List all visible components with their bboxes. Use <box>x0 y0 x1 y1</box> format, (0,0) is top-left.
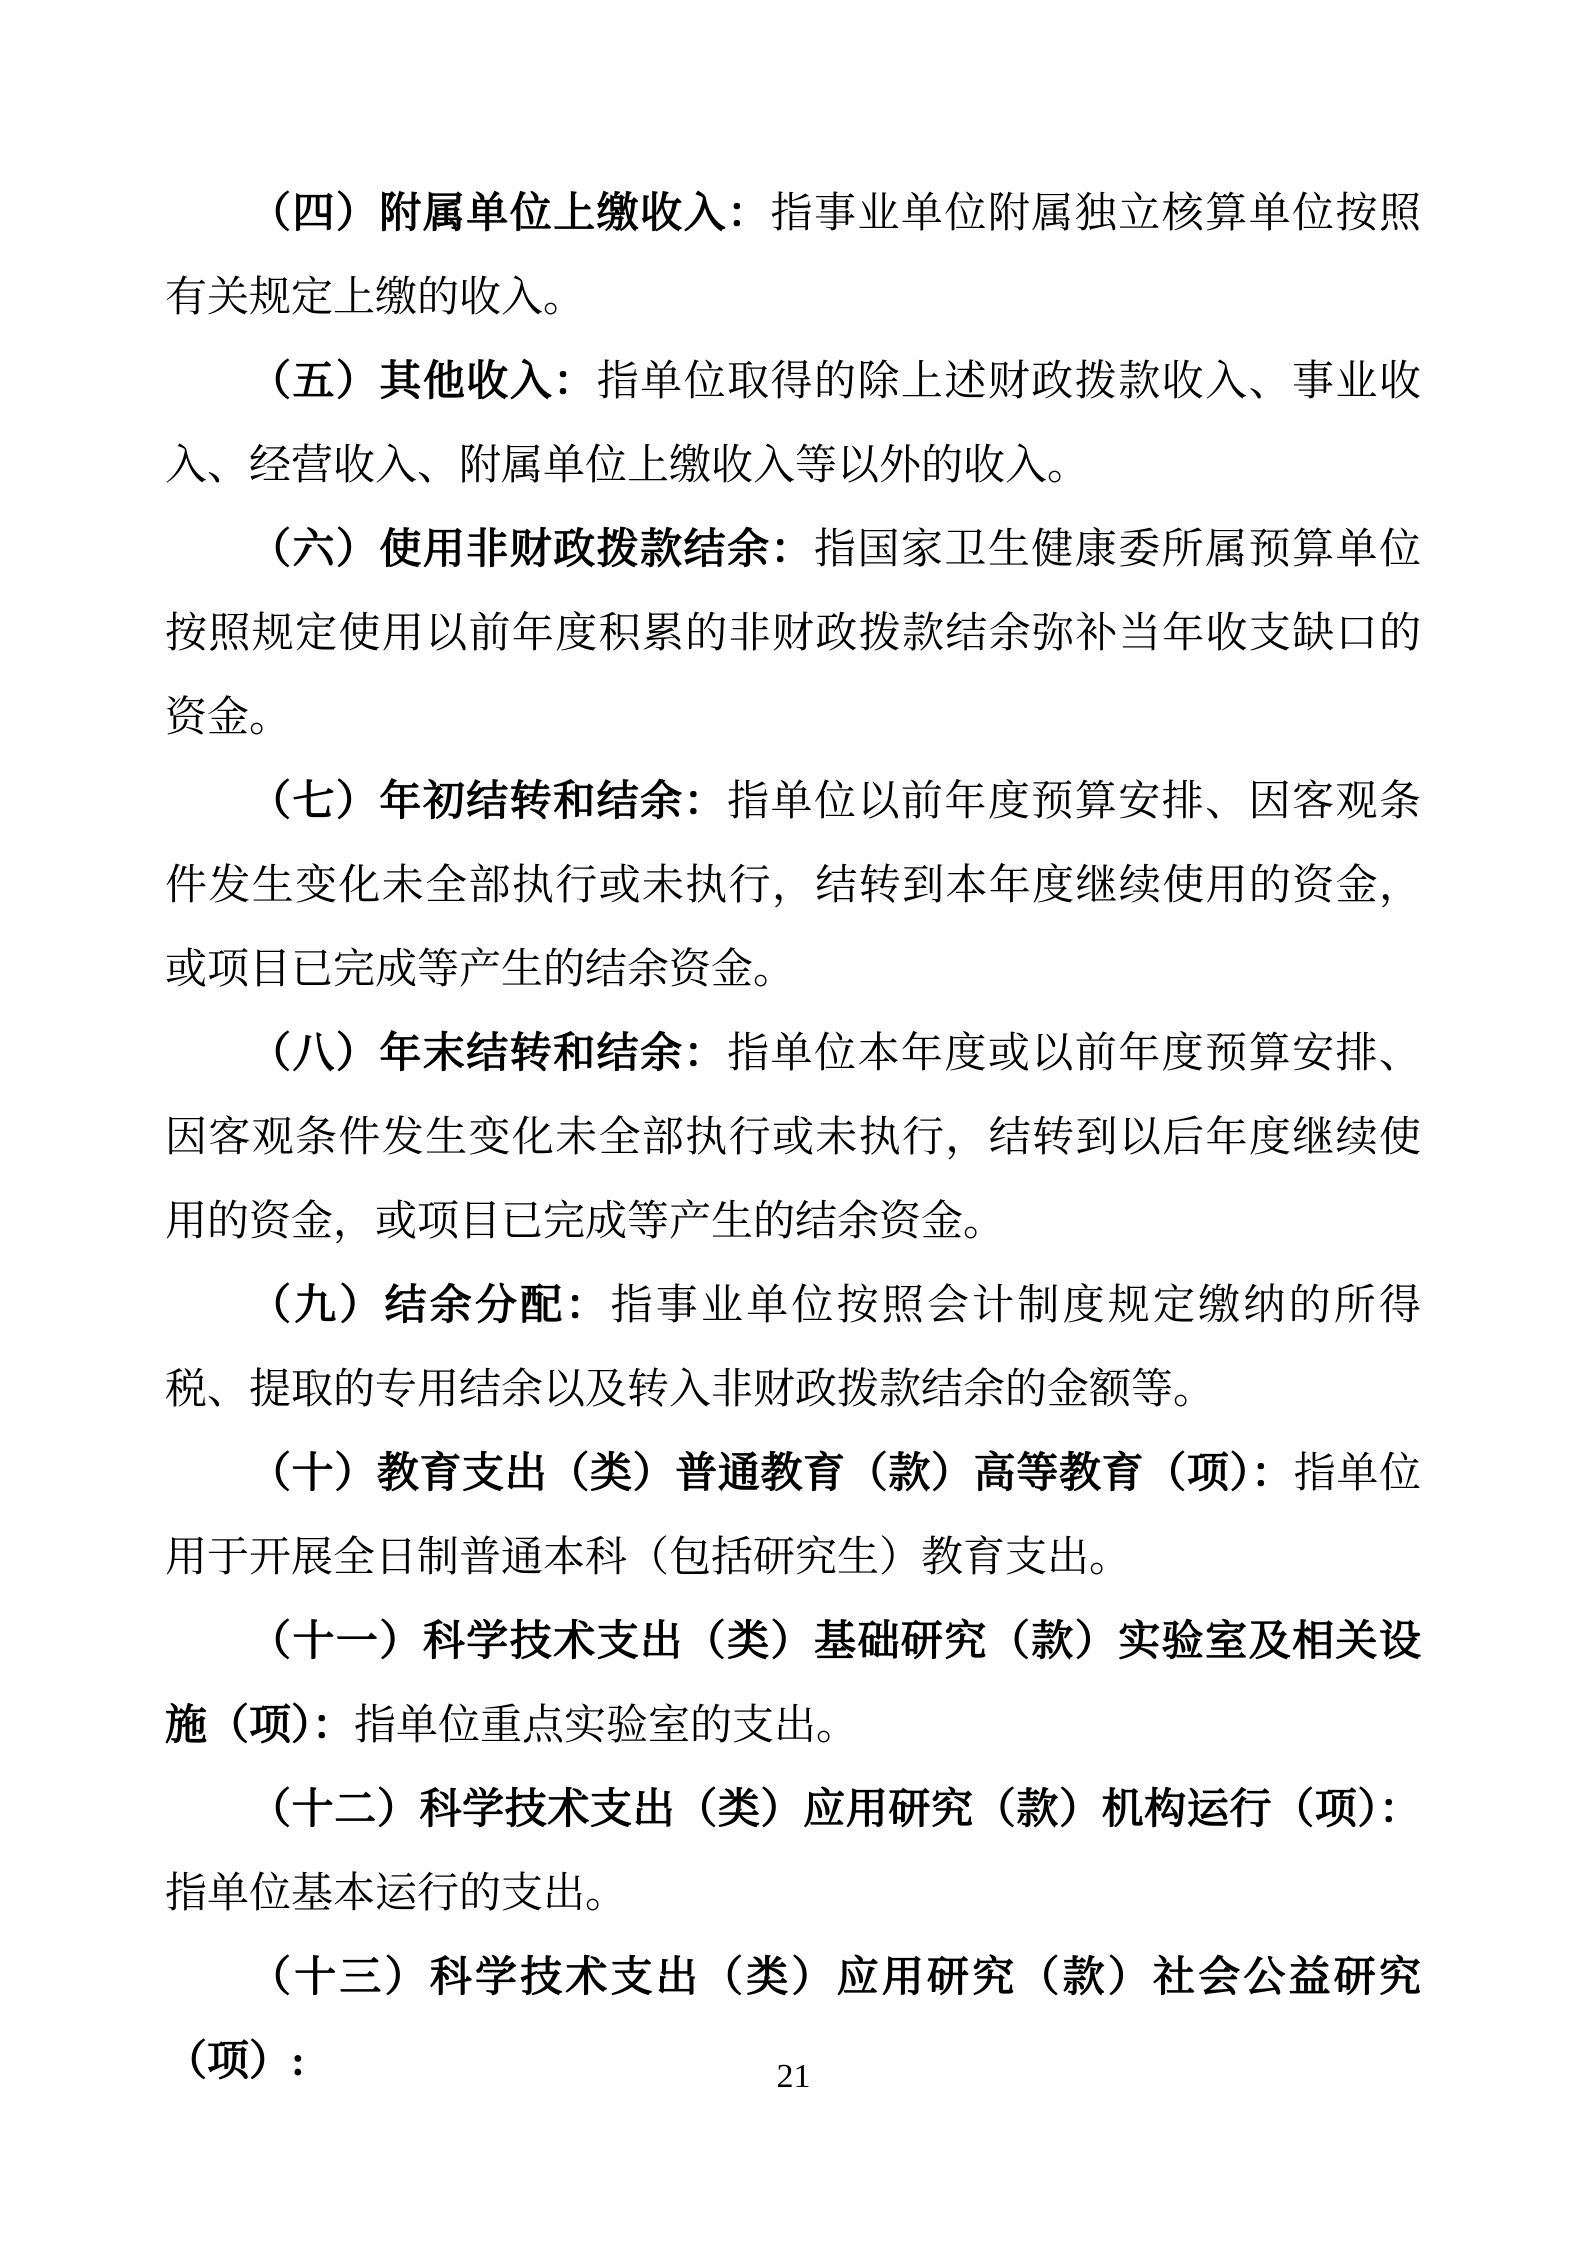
paragraph-definition: 指单位重点实验室的支出。 <box>354 1703 859 1749</box>
paragraph-term: （九）结余分配： <box>249 1283 611 1329</box>
paragraph <box>165 1012 1421 1264</box>
paragraph-term: （十）教育支出（类）普通教育（款）高等教育（项）： <box>249 1451 1294 1497</box>
paragraph-definition: 指单位本年度或以前年度预算安排、因客观条件发生变化未全部执行或未执行，结转到以后年度继续使用的资金，或项目已完成等产生的结余资金。 <box>165 1031 1421 1245</box>
paragraph <box>165 340 1421 508</box>
paragraph-term: （十一）科学技术支出（类）基础研究（款）实验室及相关设施（项）： <box>165 1619 1421 1749</box>
paragraph-definition: 指国家卫生健康委所属预算单位按照规定使用以前年度积累的非财政拨款结余弥补当年收支缺口的资金。 <box>165 527 1421 741</box>
paragraph-definition: 指单位基本运行的支出。 <box>165 1871 628 1917</box>
paragraph <box>165 508 1421 760</box>
paragraph <box>165 760 1421 1012</box>
paragraph-term: （七）年初结转和结余： <box>249 779 728 825</box>
paragraph-term: （十三）科学技术支出（类）应用研究（款）社会公益研究（项）: <box>165 1955 1421 2085</box>
paragraph <box>165 1432 1421 1600</box>
paragraph-definition: 指单位以前年度预算安排、因客观条件发生变化未全部执行或未执行，结转到本年度继续使用的资金，或项目已完成等产生的结余资金。 <box>165 779 1421 993</box>
paragraph-term: （五）其他收入： <box>249 359 597 405</box>
paragraph-definition: 指单位用于开展全日制普通本科（包括研究生）教育支出。 <box>165 1451 1421 1581</box>
paragraph-definition: 指事业单位按照会计制度规定缴纳的所得税、提取的专用结余以及转入非财政拨款结余的金额等。 <box>165 1283 1421 1413</box>
document-body <box>165 172 1421 2104</box>
paragraph-term: （四）附属单位上缴收入： <box>249 191 771 237</box>
paragraph <box>165 172 1421 340</box>
page-number: 21 <box>776 2058 811 2095</box>
paragraph-term: （六）使用非财政拨款结余： <box>249 527 814 573</box>
paragraph-definition: 指单位取得的除上述财政拨款收入、事业收入、经营收入、附属单位上缴收入等以外的收入。 <box>165 359 1421 489</box>
paragraph-definition: 指事业单位附属独立核算单位按照有关规定上缴的收入。 <box>165 191 1421 321</box>
page-footer <box>0 2056 1587 2098</box>
paragraph <box>165 1264 1421 1432</box>
paragraph-term: （十二）科学技术支出（类）应用研究（款）机构运行（项）： <box>249 1787 1421 1833</box>
paragraph-list <box>165 172 1421 2104</box>
paragraph <box>165 1768 1421 1936</box>
paragraph <box>165 1600 1421 1768</box>
paragraph-term: （八）年末结转和结余： <box>249 1031 728 1077</box>
